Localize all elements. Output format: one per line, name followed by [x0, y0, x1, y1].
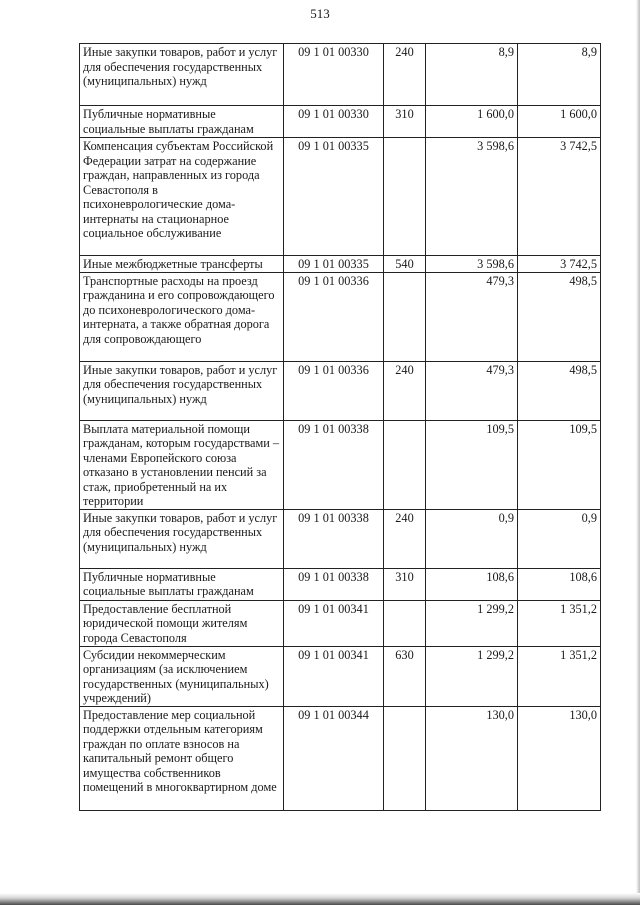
row-name: Публичные нормативные социальные выплаты гражданам: [80, 568, 284, 600]
scan-shadow-bottom: [0, 893, 640, 905]
row-expense-type: 240: [384, 509, 426, 568]
table-row: [80, 138, 601, 256]
row-name: Субсидии некоммерческим организациям (за исключением государственных (муниципальных) учреждений): [80, 646, 284, 706]
row-code: 09 1 01 00338: [284, 568, 384, 600]
row-expense-type: 240: [384, 44, 426, 106]
row-name: Выплата материальной помощи гражданам, которым государствами – членами Европейского союза отказано в установлении пенсий за стаж, приобретенный на их территории: [80, 420, 284, 509]
row-value-2: 1 351,2: [518, 646, 601, 706]
table-row: [80, 361, 601, 420]
table-row: [80, 509, 601, 568]
row-name: Предоставление мер социальной поддержки отдельным категориям граждан по оплате взносов на капитальный ремонт общего имущества собственников помещений в многоквартирном доме: [80, 706, 284, 810]
row-value-1: 1 299,2: [426, 646, 518, 706]
row-value-1: 1 600,0: [426, 106, 518, 138]
table-row: [80, 106, 601, 138]
row-value-1: 0,9: [426, 509, 518, 568]
row-name: Иные закупки товаров, работ и услуг для обеспечения государственных (муниципальных) нужд: [80, 44, 284, 106]
scan-shadow-right: [636, 0, 640, 905]
row-code: 09 1 01 00335: [284, 138, 384, 256]
row-value-2: 498,5: [518, 272, 601, 361]
row-value-1: 1 299,2: [426, 600, 518, 646]
table-row: [80, 568, 601, 600]
row-value-1: 479,3: [426, 361, 518, 420]
row-name: Иные межбюджетные трансферты: [80, 256, 284, 273]
row-value-2: 3 742,5: [518, 256, 601, 273]
row-name: Предоставление бесплатной юридической помощи жителям города Севастополя: [80, 600, 284, 646]
budget-table: [79, 43, 601, 811]
row-name: Транспортные расходы на проезд гражданина и его сопровождающего до психоневрологического дома-интерната, а также обратная дорога для сопровождающего: [80, 272, 284, 361]
row-expense-type: [384, 272, 426, 361]
row-expense-type: [384, 706, 426, 810]
row-value-2: 109,5: [518, 420, 601, 509]
row-expense-type: 630: [384, 646, 426, 706]
row-expense-type: 310: [384, 106, 426, 138]
row-expense-type: [384, 420, 426, 509]
row-name: Компенсация субъектам Российской Федерации затрат на содержание граждан, направленных из города Севастополя в психоневрологические дома-интернаты на стационарное социальное обслуживание: [80, 138, 284, 256]
row-code: 09 1 01 00336: [284, 272, 384, 361]
row-value-1: 8,9: [426, 44, 518, 106]
table-row: [80, 44, 601, 106]
row-code: 09 1 01 00330: [284, 106, 384, 138]
row-value-2: 130,0: [518, 706, 601, 810]
row-value-2: 1 600,0: [518, 106, 601, 138]
row-expense-type: 540: [384, 256, 426, 273]
row-value-2: 1 351,2: [518, 600, 601, 646]
page-number: 513: [310, 6, 330, 21]
row-value-2: 3 742,5: [518, 138, 601, 256]
table-row: [80, 706, 601, 810]
table-row: [80, 420, 601, 509]
row-code: 09 1 01 00344: [284, 706, 384, 810]
table-row: [80, 600, 601, 646]
row-value-1: 3 598,6: [426, 138, 518, 256]
row-value-1: 109,5: [426, 420, 518, 509]
row-value-1: 108,6: [426, 568, 518, 600]
row-expense-type: [384, 600, 426, 646]
table-row: [80, 256, 601, 273]
row-name: Публичные нормативные социальные выплаты гражданам: [80, 106, 284, 138]
row-code: 09 1 01 00336: [284, 361, 384, 420]
row-code: 09 1 01 00341: [284, 600, 384, 646]
row-code: 09 1 01 00330: [284, 44, 384, 106]
row-value-1: 130,0: [426, 706, 518, 810]
row-expense-type: 310: [384, 568, 426, 600]
row-code: 09 1 01 00335: [284, 256, 384, 273]
row-expense-type: [384, 138, 426, 256]
row-value-2: 8,9: [518, 44, 601, 106]
table-row: [80, 646, 601, 706]
row-value-2: 0,9: [518, 509, 601, 568]
row-code: 09 1 01 00341: [284, 646, 384, 706]
row-value-2: 498,5: [518, 361, 601, 420]
row-code: 09 1 01 00338: [284, 509, 384, 568]
row-value-1: 3 598,6: [426, 256, 518, 273]
row-name: Иные закупки товаров, работ и услуг для обеспечения государственных (муниципальных) нужд: [80, 509, 284, 568]
row-expense-type: 240: [384, 361, 426, 420]
row-name: Иные закупки товаров, работ и услуг для обеспечения государственных (муниципальных) нужд: [80, 361, 284, 420]
budget-table-body: [80, 44, 601, 811]
row-value-2: 108,6: [518, 568, 601, 600]
table-row: [80, 272, 601, 361]
row-value-1: 479,3: [426, 272, 518, 361]
row-code: 09 1 01 00338: [284, 420, 384, 509]
